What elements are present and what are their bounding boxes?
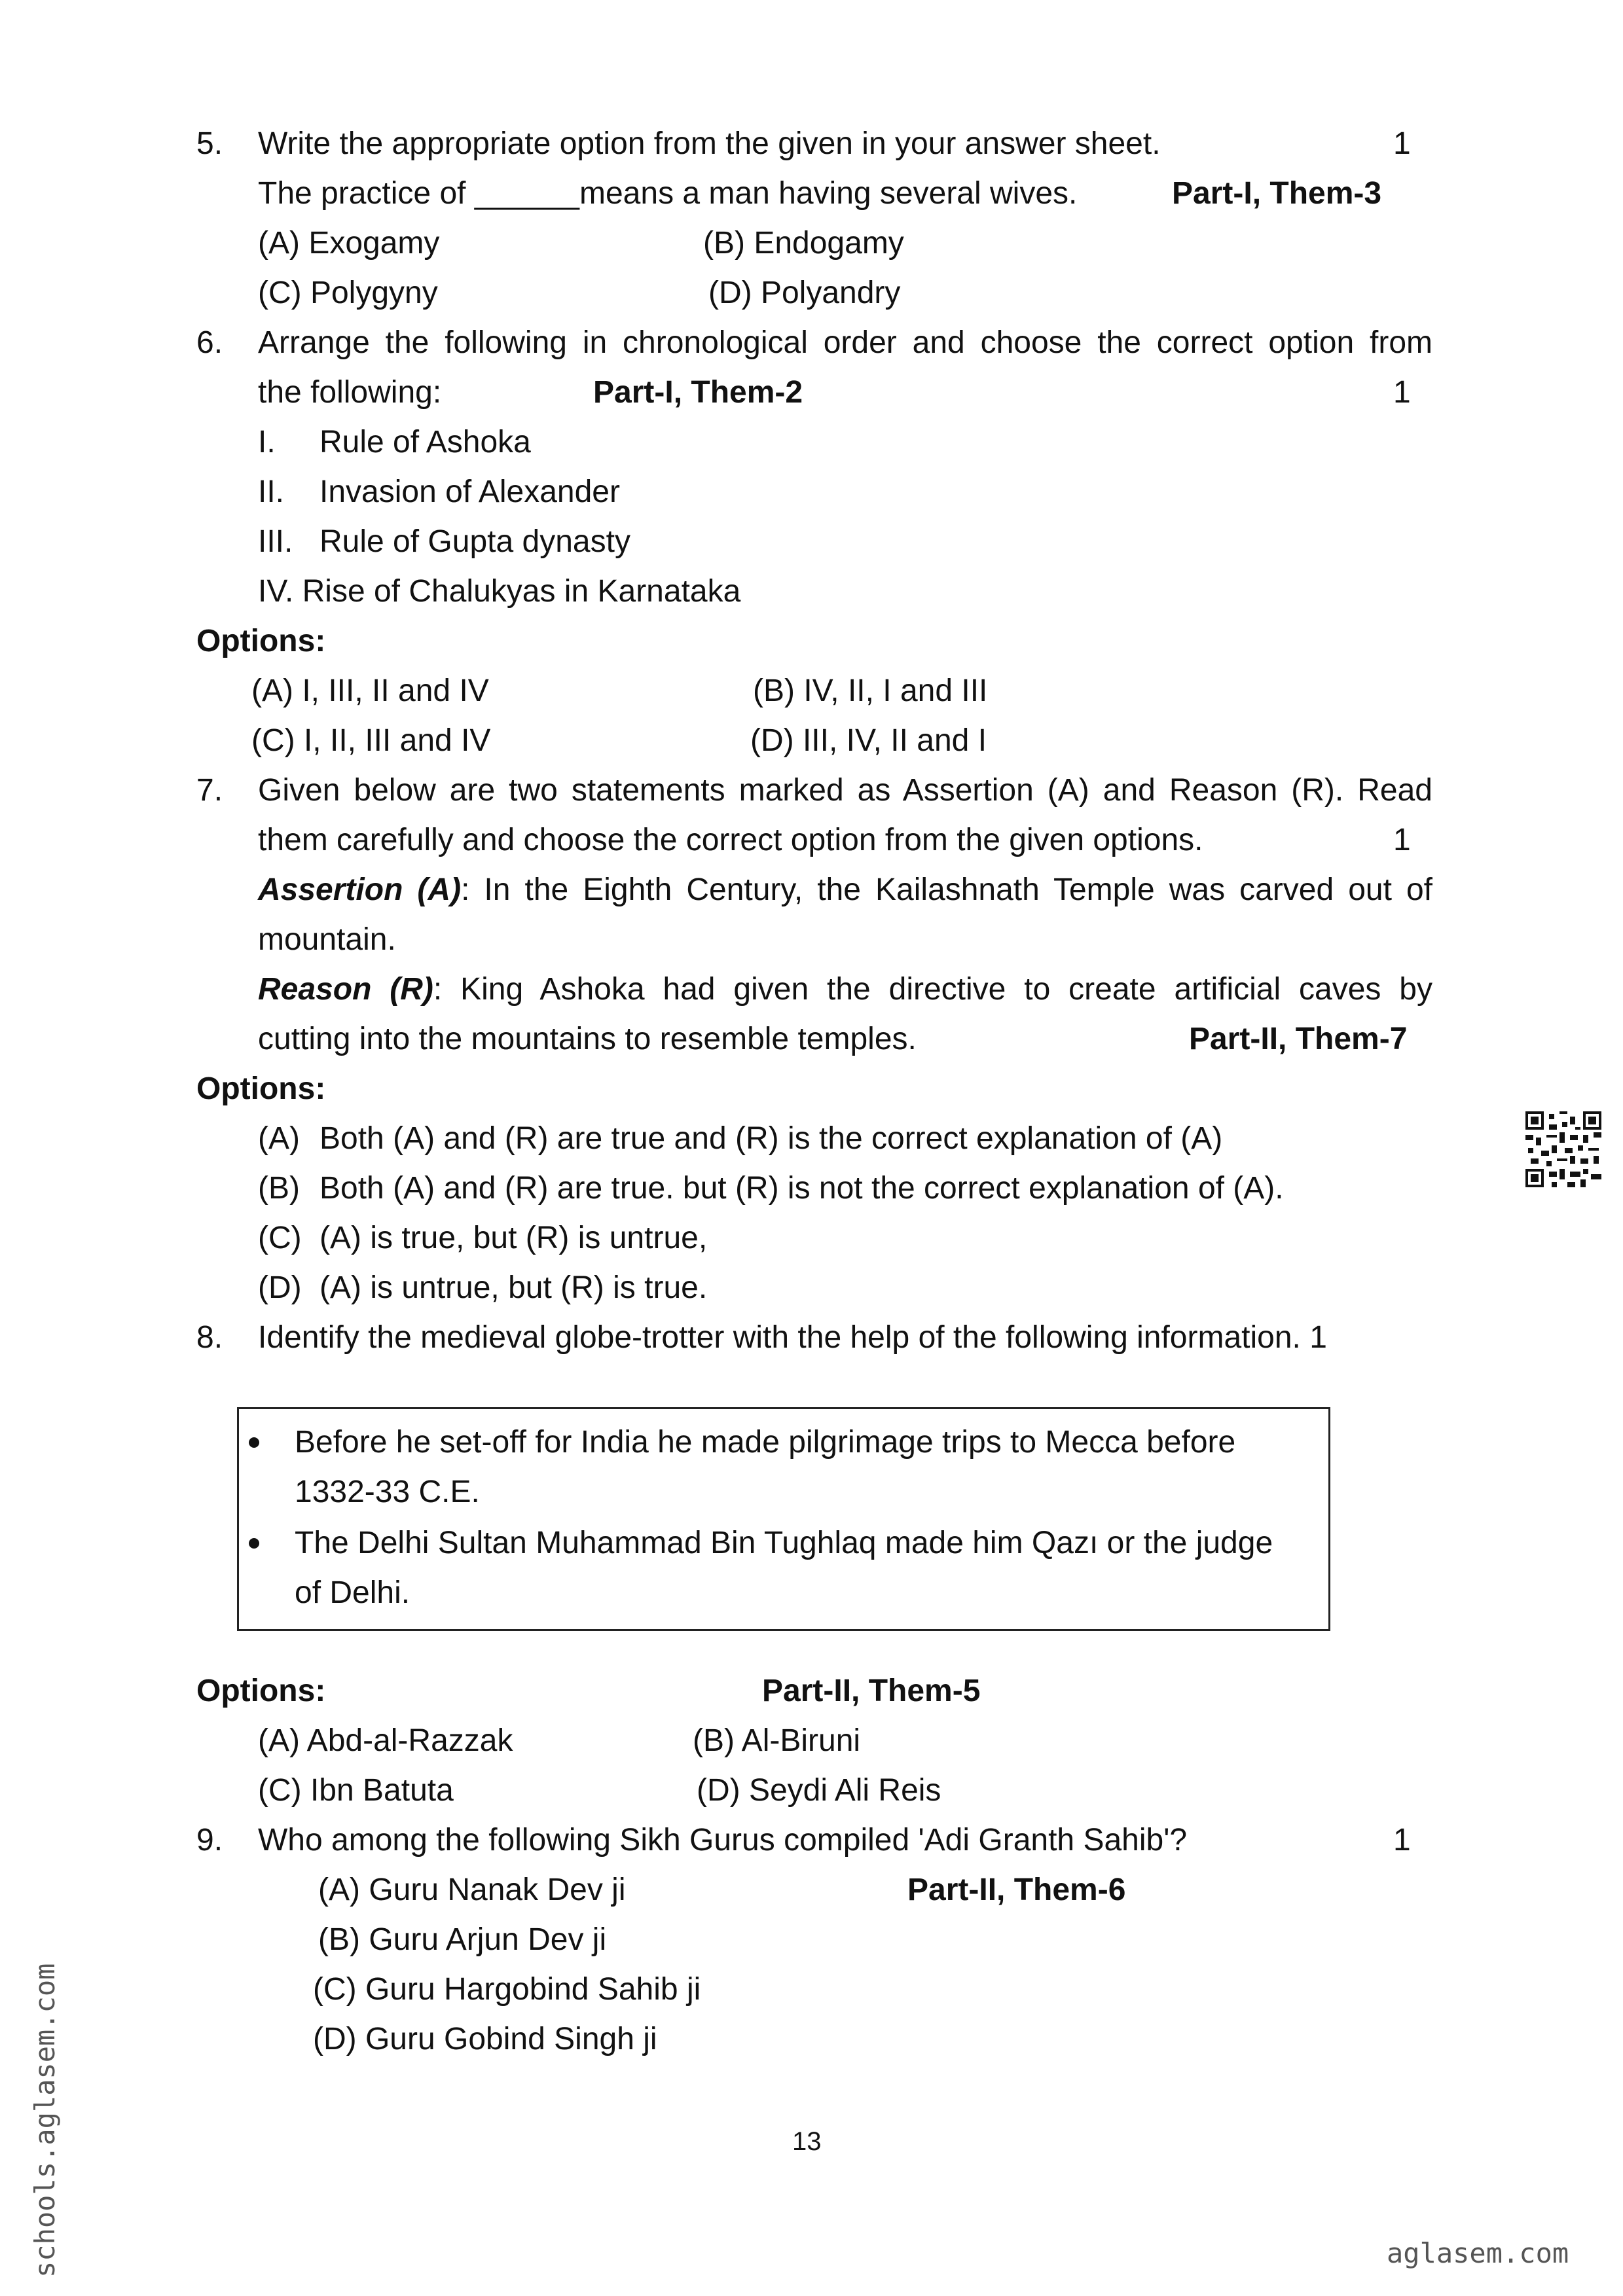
q8-reference: Part-II, Them-5 (762, 1674, 981, 1708)
q7-reason-label: Reason (R) (258, 972, 433, 1007)
q5-stem: Write the appropriate option from the given in your answer sheet. (258, 126, 1161, 161)
q9-reference: Part-II, Them-6 (907, 1873, 1126, 1907)
q7-option-c-text: (A) is true, but (R) is untrue, (319, 1221, 708, 1255)
q5-number: 5. (196, 126, 223, 161)
q7-number: 7. (196, 773, 223, 808)
q7-options-label: Options: (196, 1071, 326, 1106)
q9-number: 9. (196, 1823, 223, 1857)
q7-stem-line1: Given below are two statements marked as Assertion (A) and Reason (R). Read (258, 773, 1432, 808)
q8-option-b: (B) Al-Biruni (693, 1723, 861, 1758)
q7-reference: Part-II, Them-7 (1189, 1022, 1408, 1056)
q7-reason-line1 (258, 970, 1432, 1009)
q8-number: 8. (196, 1320, 223, 1355)
q5-reference: Part-I, Them-3 (1172, 176, 1382, 211)
q6-item-4: IV. Rise of Chalukyas in Karnataka (258, 574, 741, 609)
q8-option-c: (C) Ibn Batuta (258, 1773, 454, 1808)
q6-item-3-text: Rule of Gupta dynasty (319, 524, 630, 559)
q8-box-bullet2-line1: The Delhi Sultan Muhammad Bin Tughlaq made him Qazı or the judge (295, 1526, 1273, 1560)
q5-option-c: (C) Polygyny (258, 276, 438, 310)
bullet-icon (249, 1437, 259, 1448)
q9-option-d: (D) Guru Gobind Singh ji (313, 2022, 657, 2056)
q6-item-2-text: Invasion of Alexander (319, 475, 620, 509)
q7-reason-line2: cutting into the mountains to resemble temples. (258, 1022, 917, 1056)
q7-option-b-text: Both (A) and (R) are true. but (R) is not the correct explanation of (A). (319, 1171, 1284, 1206)
qr-code-icon (1525, 1111, 1601, 1187)
q5-option-d: (D) Polyandry (708, 276, 901, 310)
q6-item-1-text: Rule of Ashoka (319, 425, 531, 459)
q6-item-3-numeral: III. (258, 524, 293, 559)
q9-stem: Who among the following Sikh Gurus compiled 'Adi Granth Sahib'? (258, 1823, 1188, 1857)
q7-option-a-key: (A) (258, 1121, 300, 1156)
q6-stem-line1: Arrange the following in chronological order and choose the correct option from (258, 325, 1432, 360)
q5-marks: 1 (1393, 126, 1411, 161)
q9-option-c: (C) Guru Hargobind Sahib ji (313, 1972, 701, 2007)
q6-options-label: Options: (196, 624, 326, 658)
q7-option-b-key: (B) (258, 1171, 300, 1206)
q6-reference: Part-I, Them-2 (593, 375, 803, 410)
q9-marks: 1 (1393, 1823, 1411, 1857)
q5-option-b: (B) Endogamy (703, 226, 904, 260)
q6-stem-line2: the following: (258, 375, 442, 410)
q6-item-1-numeral: I. (258, 425, 276, 459)
q8-stem: Identify the medieval globe-trotter with the help of the following information. 1 (258, 1320, 1327, 1355)
q6-number: 6. (196, 325, 223, 360)
q5-statement: The practice of ______means a man having several wives. (258, 176, 1078, 211)
q7-option-d-text: (A) is untrue, but (R) is true. (319, 1270, 708, 1305)
q6-option-b: (B) IV, II, I and III (753, 673, 988, 708)
q6-item-2-numeral: II. (258, 475, 285, 509)
q8-option-d: (D) Seydi Ali Reis (697, 1773, 941, 1808)
q7-stem-line2: them carefully and choose the correct option from the given options. (258, 823, 1203, 857)
q7-marks: 1 (1393, 823, 1411, 857)
bullet-icon (249, 1538, 259, 1549)
q7-reason-text: : King Ashoka had given the directive to create artificial caves by (433, 972, 1432, 1007)
q9-option-b: (B) Guru Arjun Dev ji (318, 1922, 607, 1957)
q6-option-a: (A) I, III, II and IV (251, 673, 489, 708)
q6-option-c: (C) I, II, III and IV (251, 723, 491, 758)
q7-option-c-key: (C) (258, 1221, 302, 1255)
bottom-watermark: aglasem.com (1387, 2237, 1569, 2269)
q8-box-bullet1-line1: Before he set-off for India he made pilgrimage trips to Mecca before (295, 1425, 1236, 1460)
q7-option-d-key: (D) (258, 1270, 302, 1305)
q7-assertion-text: : In the Eighth Century, the Kailashnath Temple was carved out of (461, 872, 1433, 907)
q7-assertion-label: Assertion (A) (258, 872, 462, 907)
q6-marks: 1 (1393, 375, 1411, 410)
q9-option-a: (A) Guru Nanak Dev ji (318, 1873, 626, 1907)
side-watermark: schools.aglasem.com (29, 1963, 61, 2278)
q6-option-d: (D) III, IV, II and I (750, 723, 987, 758)
q7-option-a-text: Both (A) and (R) are true and (R) is the correct explanation of (A) (319, 1121, 1223, 1156)
q5-option-a: (A) Exogamy (258, 226, 440, 260)
q8-box-bullet2-line2: of Delhi. (295, 1575, 410, 1610)
q8-box-bullet1-line2: 1332-33 C.E. (295, 1475, 480, 1509)
q8-options-label: Options: (196, 1674, 326, 1708)
q7-assertion-line2: mountain. (258, 922, 396, 957)
q7-assertion-line1 (258, 870, 1432, 910)
page-number: 13 (792, 2127, 822, 2156)
q8-option-a: (A) Abd-al-Razzak (258, 1723, 513, 1758)
